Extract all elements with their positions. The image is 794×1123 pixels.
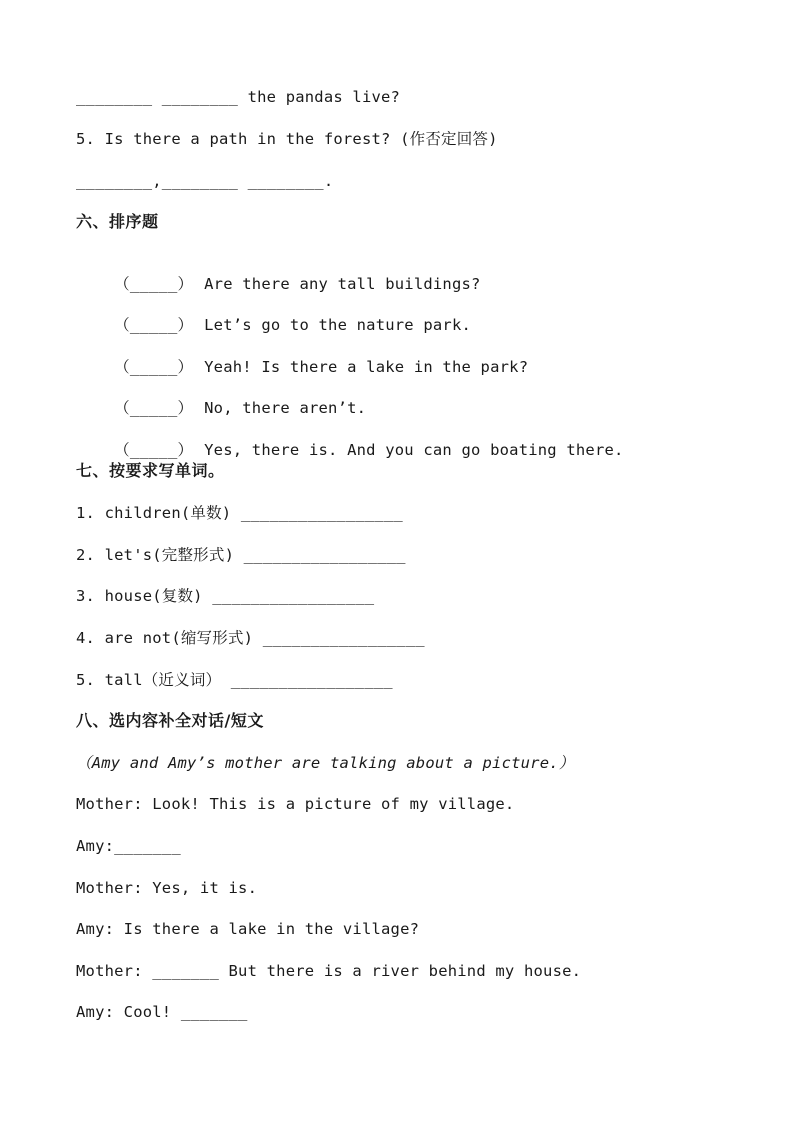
dialogue-line: Mother: Yes, it is. (76, 879, 258, 897)
dialogue-line: Amy: Is there a lake in the village? (76, 920, 420, 938)
ordering-blank: （_____） (114, 441, 194, 459)
ordering-sentence: Yes, there is. And you can go boating there. (204, 441, 624, 459)
ordering-blank: （_____） (114, 399, 194, 417)
dialogue-intro: （Amy and Amy’s mother are talking about a picture.） (76, 754, 575, 772)
ordering-sentence: No, there aren’t. (204, 399, 367, 417)
q5-answer-line: ________,________ ________. (76, 172, 334, 190)
dialogue-line: Mother: Look! This is a picture of my village. (76, 795, 515, 813)
word-item: 1. children(单数) _________________ (76, 504, 403, 522)
section6-title: 六、排序题 (76, 212, 159, 231)
ordering-blank: （_____） (114, 358, 194, 376)
ordering-blank: （_____） (114, 316, 194, 334)
section8-title: 八、选内容补全对话/短文 (76, 711, 264, 730)
dialogue-line: Amy: Cool! _______ (76, 1003, 248, 1021)
dialogue-line: Amy:_______ (76, 837, 181, 855)
section7-title: 七、按要求写单词。 (76, 461, 225, 480)
word-item: 5. tall（近义词） _________________ (76, 671, 393, 689)
word-item: 2. let's(完整形式) _________________ (76, 546, 406, 564)
q5-question: 5. Is there a path in the forest? (作否定回答) (76, 130, 498, 148)
word-item: 3. house(复数) _________________ (76, 587, 375, 605)
ordering-blank: （_____） (114, 275, 194, 293)
ordering-sentence: Are there any tall buildings? (204, 275, 481, 293)
q4-answer-line: ________ ________ the pandas live? (76, 88, 401, 106)
ordering-sentence: Yeah! Is there a lake in the park? (204, 358, 529, 376)
word-item: 4. are not(缩写形式) _________________ (76, 629, 425, 647)
dialogue-line: Mother: _______ But there is a river behind my house. (76, 962, 582, 980)
ordering-sentence: Let’s go to the nature park. (204, 316, 472, 334)
